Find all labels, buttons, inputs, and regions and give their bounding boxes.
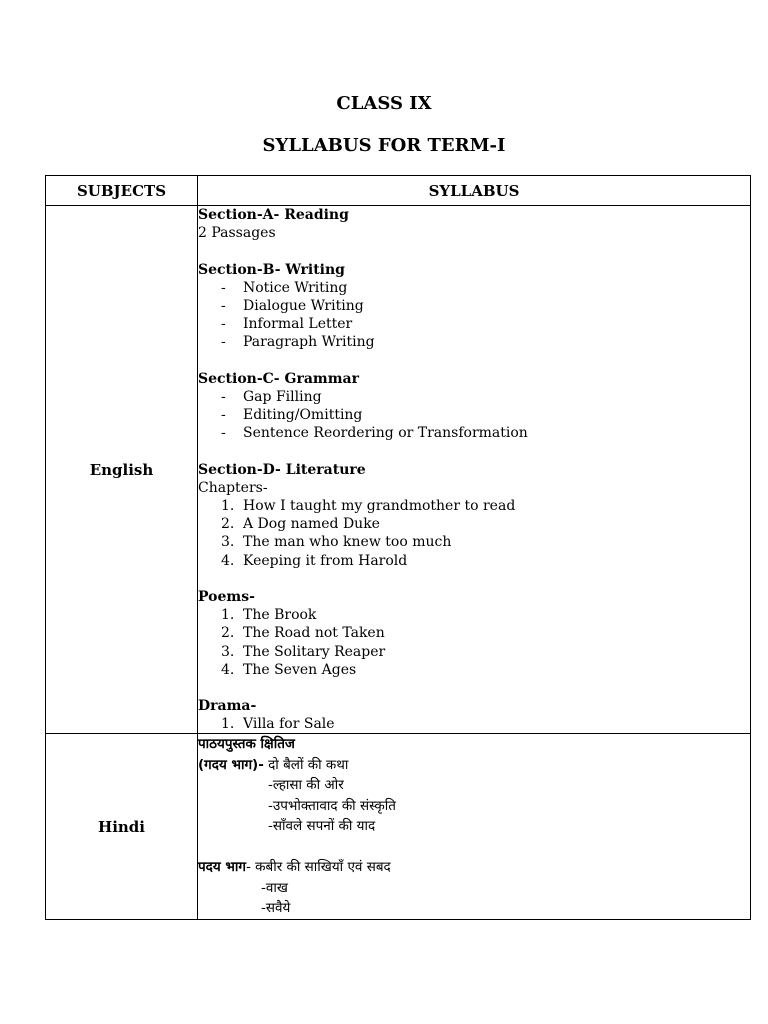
section-heading: Section-C- Grammar: [198, 370, 359, 387]
section-text: 2 Passages: [198, 225, 276, 242]
table-header-row: [46, 176, 751, 206]
syllabus-table: [45, 175, 751, 920]
list-item: -सवैये: [261, 900, 291, 917]
column-header-syllabus: SYLLABUS: [198, 176, 751, 206]
section-heading: Section-B- Writing: [198, 261, 345, 278]
list-item: 1. How I taught my grandmother to read: [221, 498, 516, 514]
chapters-label: Chapters-: [198, 479, 268, 496]
syllabus-hindi: [198, 734, 751, 920]
list-item: 2. A Dog named Duke: [221, 516, 380, 533]
list-item: 1. Villa for Sale: [221, 716, 335, 733]
section-heading: Section-D- Literature: [198, 461, 366, 478]
list-item: - Dialogue Writing: [221, 297, 364, 314]
page-title: CLASS IX: [336, 93, 432, 114]
subject-english: English: [46, 206, 198, 734]
list-item: 3. The man who knew too much: [221, 534, 452, 551]
list-item: - Gap Filling: [221, 388, 322, 405]
list-item: (गदय भाग)- दो बैलों की कथा: [198, 756, 349, 773]
section-heading: Section-A- Reading: [198, 207, 349, 223]
section-heading: Poems-: [198, 588, 255, 605]
list-item: -साँवले सपनों की याद: [268, 818, 376, 835]
list-item: - Paragraph Writing: [221, 334, 375, 351]
subject-hindi: Hindi: [46, 734, 198, 920]
page-subtitle: SYLLABUS FOR TERM-I: [262, 135, 506, 156]
list-item: -ल्हासा की ओर: [268, 777, 344, 794]
list-item: 2. The Road not Taken: [221, 625, 385, 642]
list-item: -वाख: [261, 879, 288, 896]
list-item: पदय भाग- कबीर की साखियाँ एवं सबद: [198, 859, 391, 876]
book-title: पाठयपुस्तक क्षितिज: [198, 736, 295, 753]
list-item: - Notice Writing: [221, 279, 348, 296]
table-row-english: [46, 206, 751, 734]
table-row-hindi: [46, 734, 751, 920]
list-item: - Informal Letter: [221, 316, 353, 333]
list-item: 3. The Solitary Reaper: [221, 643, 386, 660]
column-header-subjects: SUBJECTS: [46, 176, 198, 206]
list-item: 4. Keeping it from Harold: [221, 552, 408, 569]
list-item: 1. The Brook: [221, 607, 317, 624]
list-item: 4. The Seven Ages: [221, 661, 357, 678]
list-item: -उपभोक्तावाद की संस्कृति: [268, 797, 396, 814]
list-item: - Sentence Reordering or Transformation: [221, 425, 528, 442]
syllabus-english: [198, 206, 751, 734]
list-item: - Editing/Omitting: [221, 407, 363, 424]
section-heading: Drama-: [198, 698, 257, 715]
